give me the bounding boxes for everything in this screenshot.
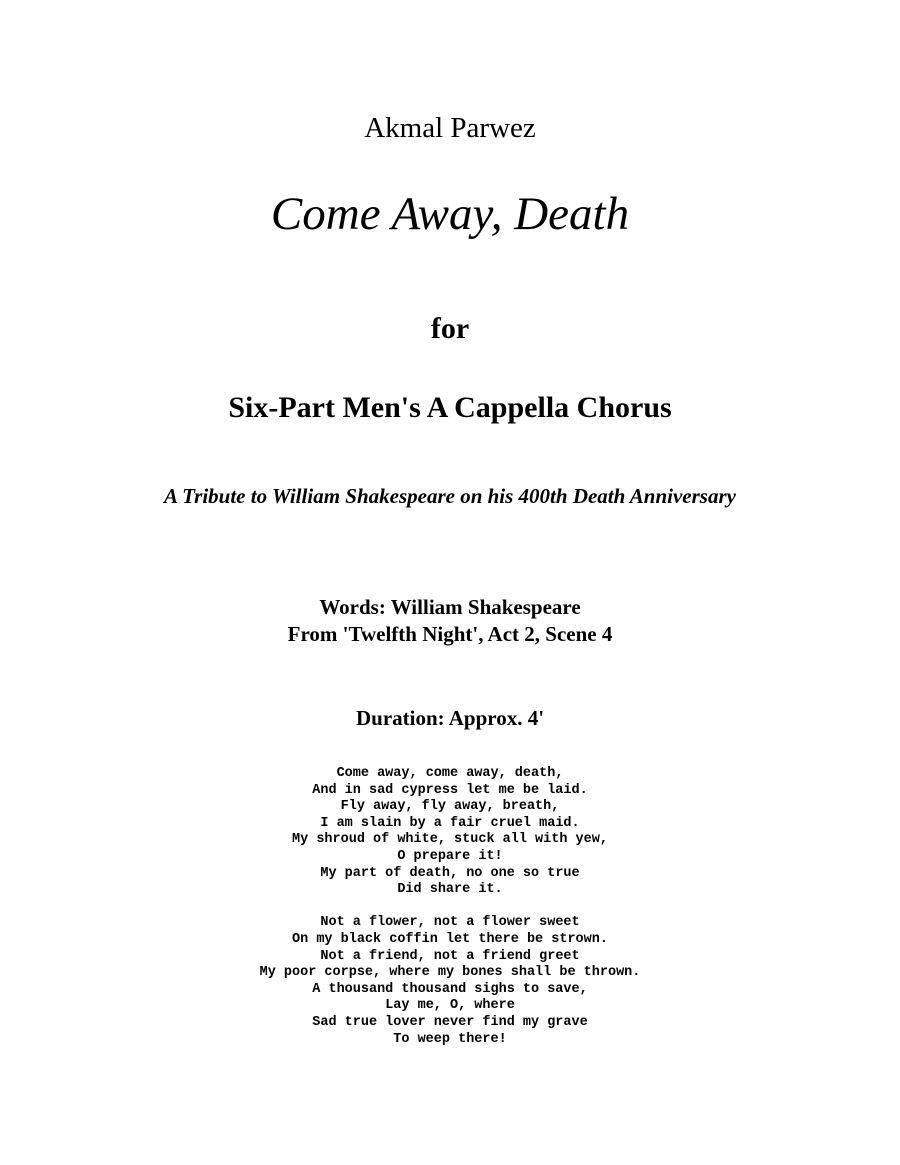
piece-title: Come Away, Death — [270, 188, 630, 240]
for-label: for — [430, 312, 470, 345]
dedication: A Tribute to William Shakespeare on his 400th Death Anniversary — [164, 484, 736, 508]
ensemble-description: Six-Part Men's A Cappella Chorus — [228, 391, 672, 424]
verse-line: Sad true lover never find my grave — [312, 1014, 588, 1030]
verse-line: Fly away, fly away, breath, — [340, 799, 560, 815]
poem-text — [0, 766, 900, 1065]
poem-stanza-1 — [0, 766, 900, 899]
verse-line: Not a flower, not a flower sweet — [320, 915, 580, 931]
verse-line: And in sad cypress let me be laid. — [312, 782, 588, 798]
verse-line: On my black coffin let there be strown. — [292, 931, 608, 947]
verse-line: My poor corpse, where my bones shall be thrown. — [259, 965, 641, 981]
text-source: From 'Twelfth Night', Act 2, Scene 4 — [287, 622, 613, 646]
verse-line: Did share it. — [397, 882, 503, 898]
composer-name: Akmal Parwez — [364, 112, 536, 144]
verse-line: Lay me, O, where — [385, 998, 515, 1014]
verse-line: To weep there! — [393, 1031, 507, 1047]
verse-line: My shroud of white, stuck all with yew, — [292, 832, 608, 848]
poem-stanza-2 — [0, 915, 900, 1048]
verse-line: Come away, come away, death, — [336, 766, 564, 781]
words-credit: Words: William Shakespeare — [319, 595, 581, 619]
duration: Duration: Approx. 4' — [355, 706, 545, 730]
verse-line: I am slain by a fair cruel maid. — [320, 815, 580, 831]
verse-line: My part of death, no one so true — [320, 865, 580, 881]
verse-line: A thousand thousand sighs to save, — [312, 981, 588, 997]
verse-line: O prepare it! — [397, 848, 503, 864]
verse-line: Not a friend, not a friend greet — [320, 948, 580, 964]
